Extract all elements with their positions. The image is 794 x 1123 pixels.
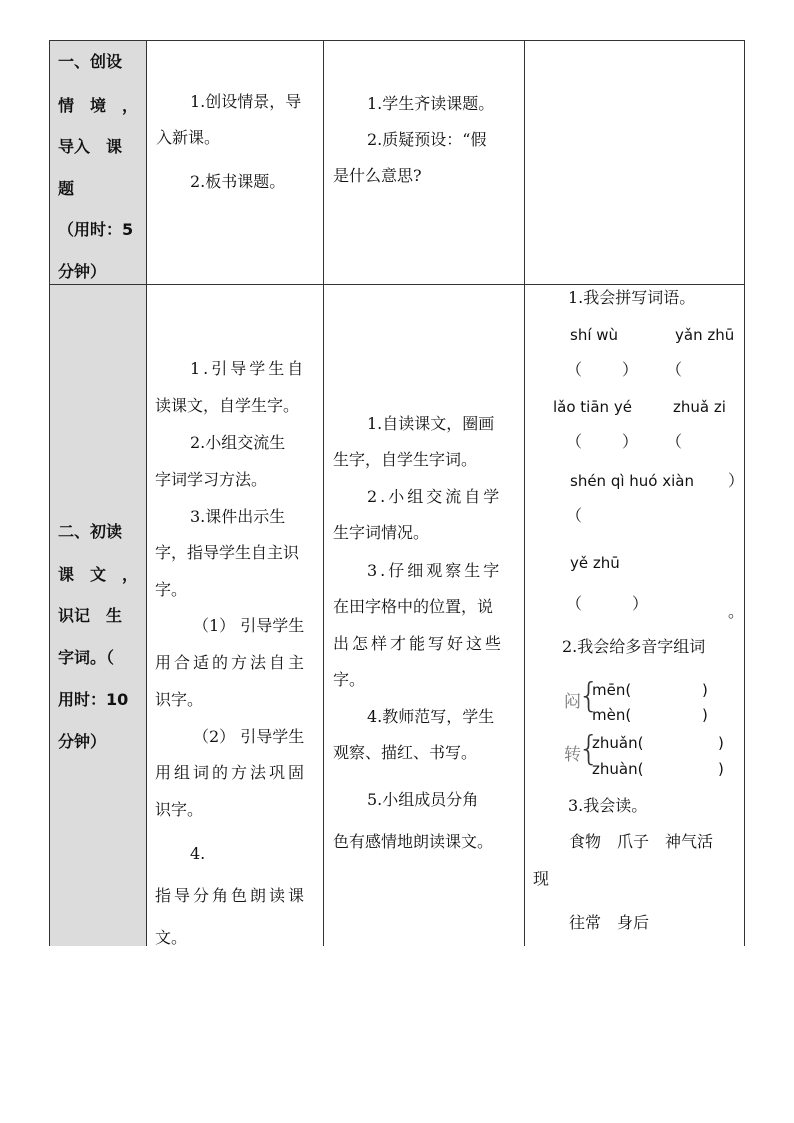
student-text: 2.质疑预设：“假 <box>367 130 487 149</box>
answer-paren-close: ) <box>702 706 708 724</box>
student-text: 3.仔细观察生字 <box>367 561 503 580</box>
student-text: 字。 <box>333 670 366 689</box>
teacher-text: 入新课。 <box>156 128 221 147</box>
teacher-text: 2.板书课题。 <box>190 172 286 191</box>
student-text: 1.自读课文，圈画 <box>367 414 495 433</box>
pinyin-word: shén qì huó xiàn <box>570 472 694 490</box>
stage-text: 用时：10 <box>58 690 129 709</box>
stage-text: 识记 生 <box>58 606 123 625</box>
column-divider-2 <box>323 40 324 946</box>
pinyin-word: yě zhū <box>570 554 620 572</box>
stage-text: 课 文 ， <box>58 565 139 584</box>
read-words: 现 <box>533 869 550 888</box>
read-words: 往常 身后 <box>569 913 650 932</box>
teacher-text: （2） 引导学生 <box>193 727 305 746</box>
teacher-text: 3.课件出示生 <box>190 507 286 526</box>
teacher-text: 字，指导学生自主识 <box>155 543 300 562</box>
table-top-border <box>49 40 745 41</box>
answer-paren-open: （ <box>566 594 583 613</box>
student-text: 5.小组成员分角 <box>367 790 479 809</box>
student-text: 生字，自学生字词。 <box>333 450 478 469</box>
student-text: 2.小组交流自学 <box>367 487 503 506</box>
answer-paren-open: （ <box>666 360 683 379</box>
exercise-q2: 2.我会给多音字组词 <box>562 637 706 656</box>
answer-paren-close: ） <box>728 471 745 490</box>
polyphone-reading: zhuàn( <box>592 760 644 778</box>
student-text: 1.学生齐读课题。 <box>367 94 495 113</box>
brace-icon: { <box>578 676 600 716</box>
teacher-text: 用合适的方法自主 <box>155 653 308 672</box>
answer-paren-close: ) <box>718 734 724 752</box>
student-text: 是什么意思? <box>333 166 422 185</box>
teacher-text: （1） 引导学生 <box>193 616 305 635</box>
stage-text: 分钟） <box>58 262 107 281</box>
teacher-text: 识字。 <box>155 800 204 819</box>
student-text: 色有感情地朗读课文。 <box>333 832 494 851</box>
stage-text: 情 境 ， <box>58 96 139 115</box>
stage-text: 题 <box>58 179 75 198</box>
teacher-text: 文。 <box>155 928 188 947</box>
pinyin-word: zhuǎ zi <box>673 398 726 416</box>
polyphone-char: 闷 <box>564 692 581 712</box>
student-text: 4.教师范写，学生 <box>367 707 495 726</box>
exercise-q3: 3.我会读。 <box>568 796 648 815</box>
teacher-text: 1.创设情景，导 <box>190 92 302 111</box>
answer-paren-close: ） <box>622 432 639 451</box>
student-text: 观察、描红、书写。 <box>333 743 478 762</box>
stage-text: 二、初读 <box>58 522 123 541</box>
answer-paren-open: （ <box>566 432 583 451</box>
answer-paren-open: （ <box>566 360 583 379</box>
polyphone-char: 转 <box>564 745 581 765</box>
read-words: 食物 爪子 神气活 <box>569 832 714 851</box>
row-divider <box>49 284 745 285</box>
stage-text: 导入 课 <box>58 137 123 156</box>
polyphone-reading: mēn( <box>592 681 632 699</box>
pinyin-word: shí wù <box>570 326 619 344</box>
exercise-q1: 1.我会拼写词语。 <box>568 288 696 307</box>
teacher-text: 识字。 <box>155 690 204 709</box>
answer-paren-close: ) <box>702 681 708 699</box>
column-divider-1 <box>146 40 147 946</box>
pinyin-word: lǎo tiān yé <box>553 398 632 416</box>
student-text: 生字词情况。 <box>333 523 430 542</box>
teacher-text: 2.小组交流生 <box>190 433 286 452</box>
table-right-border <box>744 40 745 946</box>
polyphone-reading: mèn( <box>592 706 632 724</box>
brace-icon: { <box>578 729 600 769</box>
teacher-text: 4. <box>190 844 206 863</box>
teacher-text: 读课文，自学生字。 <box>155 396 300 415</box>
stage-text: （用时：5 <box>58 220 134 239</box>
stage-cell-shade-row1 <box>49 40 146 284</box>
period: 。 <box>728 602 745 621</box>
answer-paren-close: ） <box>632 594 649 613</box>
answer-paren-open: （ <box>666 432 683 451</box>
answer-paren-close: ） <box>622 360 639 379</box>
polyphone-reading: zhuǎn( <box>592 734 644 752</box>
table-left-border <box>49 40 50 946</box>
student-text: 在田字格中的位置，说 <box>333 597 494 616</box>
answer-paren-open: （ <box>566 506 583 525</box>
teacher-text: 用组词的方法巩固 <box>155 763 308 782</box>
column-divider-3 <box>524 40 525 946</box>
teacher-text: 字。 <box>155 580 188 599</box>
stage-text: 分钟） <box>58 732 107 751</box>
answer-paren-close: ) <box>718 760 724 778</box>
teacher-text: 1.引导学生自 <box>190 359 307 378</box>
stage-text: 字词。（ <box>58 648 115 667</box>
teacher-text: 字词学习方法。 <box>155 470 268 489</box>
pinyin-word: yǎn zhū <box>675 326 735 344</box>
student-text: 出怎样才能写好这些 <box>333 634 505 653</box>
teacher-text: 指导分角色朗读课 <box>155 886 308 905</box>
stage-text: 一、创设 <box>58 52 123 71</box>
